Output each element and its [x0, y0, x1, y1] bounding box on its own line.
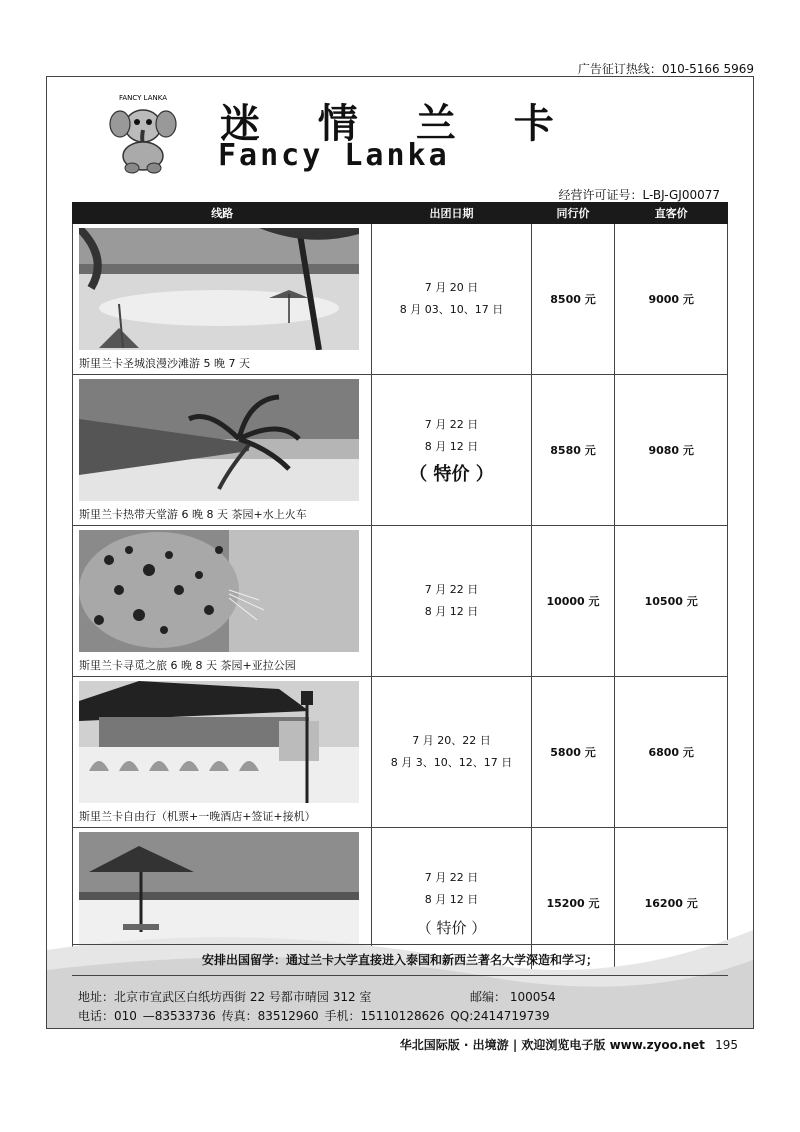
table-header-row [73, 203, 728, 224]
departure-date: 7 月 22 日 [424, 871, 479, 884]
departure-date: 7 月 22 日 [424, 583, 479, 596]
header-direct-price: 直客价 [615, 203, 728, 224]
route-cell [73, 375, 372, 526]
brand-english-title: Fancy Lanka [218, 138, 450, 173]
special-offer-label: （ 特价 ） [409, 464, 494, 485]
departure-date: 8 月 12 日 [424, 440, 479, 453]
postcode: 邮编： 100054 [470, 990, 556, 1004]
table-row [73, 375, 728, 526]
peer-price: 8580 元 [531, 375, 615, 526]
brand-chinese-title: 迷 情 兰 卡 [220, 100, 576, 147]
peer-price: 8500 元 [531, 224, 615, 375]
page-footer [400, 1036, 738, 1053]
route-name: 斯里兰卡热带天堂游 6 晚 8 天 茶园+水上火车 [79, 508, 307, 521]
page-number: 195 [715, 1038, 738, 1052]
departure-date: 8 月 12 日 [424, 605, 479, 618]
departure-date: 8 月 03、10、17 日 [399, 303, 504, 316]
special-offer-label: （ 特价 ） [416, 919, 487, 937]
direct-price: 6800 元 [615, 677, 728, 828]
header-route: 线路 [73, 203, 372, 224]
route-name: 斯里兰卡自由行（机票+一晚酒店+签证+接机） [79, 810, 316, 823]
date-cell [372, 224, 531, 375]
departure-date: 8 月 3、10、12、17 日 [390, 756, 513, 769]
route-name: 斯里兰卡寻觅之旅 6 晚 8 天 茶园+亚拉公园 [79, 659, 296, 672]
elephant-logo-icon [106, 90, 180, 174]
route-cell [73, 677, 372, 828]
peer-price: 10000 元 [531, 526, 615, 677]
date-cell [372, 375, 531, 526]
routes-table [72, 202, 728, 979]
route-cell [73, 526, 372, 677]
table-row [73, 677, 728, 828]
direct-price: 9080 元 [615, 375, 728, 526]
direct-price: 10500 元 [615, 526, 728, 677]
departure-date: 8 月 12 日 [424, 893, 479, 906]
header-peer-price: 同行价 [531, 203, 615, 224]
table-row [73, 224, 728, 375]
study-abroad-notice: 安排出国留学：通过兰卡大学直接进入泰国和新西兰著名大学深造和学习； [72, 944, 728, 976]
leopard-photo [79, 530, 359, 652]
route-cell [73, 224, 372, 375]
address: 地址：北京市宣武区白纸坊西街 22 号都市晴园 312 室 [78, 990, 372, 1004]
palm-beach-photo [79, 379, 359, 501]
departure-date: 7 月 20、22 日 [412, 734, 491, 747]
departure-date: 7 月 22 日 [424, 418, 479, 431]
contact-info: 电话：010 —83533736 传真：83512960 手机：15110128626 QQ:2414719739 [78, 1009, 550, 1023]
ad-hotline: 广告征订热线：010-5166 5969 [577, 62, 754, 76]
direct-price: 9000 元 [615, 224, 728, 375]
table-row [73, 526, 728, 677]
departure-date: 7 月 20 日 [424, 281, 479, 294]
footer-text: 华北国际版 · 出境游 | 欢迎浏览电子版 www.zyoo.net [399, 1038, 705, 1052]
header-departure-date: 出团日期 [372, 203, 531, 224]
date-cell [372, 526, 531, 677]
svg-text:FANCY LANKA: FANCY LANKA [118, 94, 168, 102]
license-number: 经营许可证号：L-BJ-GJ00077 [558, 188, 720, 202]
date-cell [372, 677, 531, 828]
peer-price: 15200 元 [531, 828, 615, 979]
peer-price: 5800 元 [531, 677, 615, 828]
beach-sunset-photo [79, 228, 359, 350]
direct-price: 16200 元 [615, 828, 728, 979]
route-name: 斯里兰卡圣城浪漫沙滩游 5 晚 7 天 [79, 357, 250, 370]
temple-photo [79, 681, 359, 803]
